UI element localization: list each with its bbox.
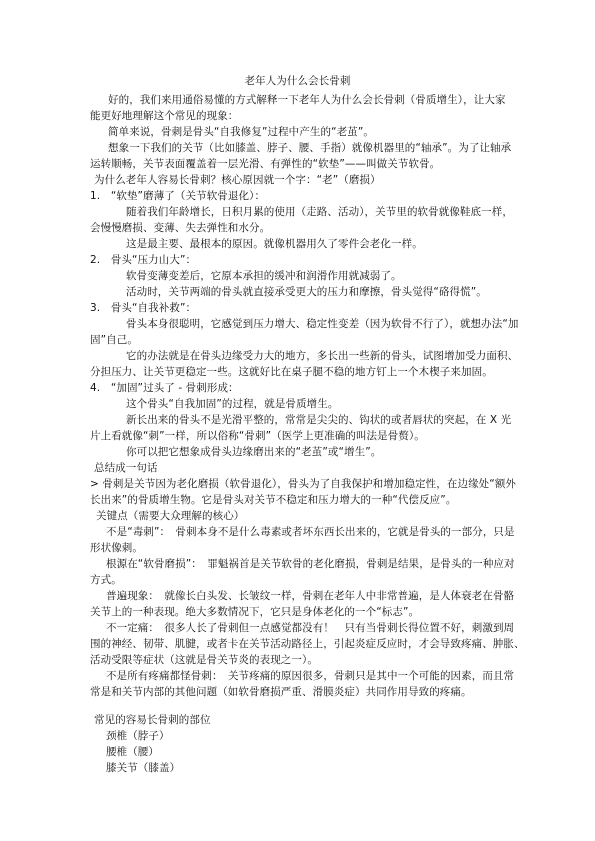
text-line: 活动受限等症状（这就是骨关节炎的表现之一）。 <box>90 654 318 666</box>
text-line: 运转顺畅，关节表面覆盖着一层光滑、有弹性的“软垫”——叫做关节软骨。 <box>90 158 441 170</box>
text-line: 关节上的一种表现。绝大多数情况下，它只是身体老化的一个“标志”。 <box>90 606 420 618</box>
text-line: 会慢慢磨损、变薄、失去弹性和水分。 <box>90 222 271 234</box>
text-line: 关键点（需要大众理解的核心） <box>96 510 245 522</box>
document-title: 老年人为什么会长骨刺 <box>244 75 351 87</box>
text-line: > 骨刺是关节因为老化磨损（软骨退化），骨头为了自我保护和增加稳定性，在边缘处“额外 <box>90 478 517 490</box>
text-line: 为什么老年人容易长骨刺？核心原因就一个字：“老”（磨损） <box>94 174 381 186</box>
text-line: 常见的容易长骨刺的部位 <box>94 714 211 726</box>
text-line: 形状像刺。 <box>90 542 143 554</box>
text-line: 分担压力、让关节更稳定一些。这就好比在桌子腿不稳的地方钉上一个木楔子来加固。 <box>90 366 493 378</box>
text-line: 随着我们年龄增长，日积月累的使用（走路、活动），关节里的软骨就像鞋底一样， <box>126 206 513 218</box>
text-line: 4. “加固”过头了 - 骨刺形成： <box>90 382 239 394</box>
text-line: 常是和关节内部的其他问题（如软骨磨损严重、滑膜炎症）共同作用导致的疼痛。 <box>90 686 472 698</box>
text-line: 这个骨头“自我加固”的过程，就是骨质增生。 <box>126 398 339 410</box>
text-line: 活动时，关节两端的骨头就直接承受更大的压力和摩擦，骨头觉得“硌得慌”。 <box>126 286 487 298</box>
text-line: 普遍现象： 就像长白头发、长皱纹一样，骨刺在老年人中非常普遍，是人体衰老在骨骼 <box>106 590 515 602</box>
text-line: 根源在“软骨磨损”： 罪魁祸首是关节软骨的老化磨损，骨刺是结果，是骨头的一种应对 <box>106 558 515 570</box>
text-line: 新长出来的骨头不是光滑平整的，常常是尖尖的、钩状的或者唇状的突起，在 X 光 <box>126 414 512 426</box>
text-line: 3. 骨头“自我补救”： <box>90 302 197 314</box>
text-line: 不是“毒刺”： 骨刺本身不是什么毒素或者坏东西长出来的，它就是骨头的一部分，只是 <box>106 526 515 538</box>
text-line: 1. “软垫”磨薄了（关节软骨退化）： <box>90 190 266 202</box>
text-line: 软骨变薄变差后，它原本承担的缓冲和润滑作用就减弱了。 <box>126 270 402 282</box>
text-line: 片上看就像“刺”一样，所以俗称“骨刺”（医学上更准确的叫法是骨赘）。 <box>90 430 425 442</box>
text-line: 想象一下我们的关节（比如膝盖、脖子、腰、手指）就像机器里的“轴承”。为了让轴承 <box>108 142 512 154</box>
text-line: 方式。 <box>90 574 122 586</box>
text-line: 骨头本身很聪明，它感觉到压力增大、稳定性变差（因为软骨不行了），就想办法“加 <box>126 318 519 330</box>
text-line: 总结成一句话 <box>94 462 158 474</box>
text-line: 这是最主要、最根本的原因。就像机器用久了零件会老化一样。 <box>126 238 423 250</box>
text-line: 围的神经、韧带、肌腱，或者卡在关节活动路径上，引起炎症反应时，才会导致疼痛、肿胀、 <box>90 638 525 650</box>
text-line: 不一定痛： 很多人长了骨刺但一点感觉都没有！ 只有当骨刺长得位置不好，刺激到周 <box>106 622 515 634</box>
text-line: 它的办法就是在骨头边缘受力大的地方，多长出一些新的骨头，试图增加受力面积、 <box>126 350 519 362</box>
text-line: 腰椎（腰） <box>106 746 159 758</box>
text-line: 2. 骨头“压力山大”： <box>90 254 197 266</box>
text-line: 你可以把它想象成骨头边缘磨出来的“老茧”或“增生”。 <box>126 446 382 458</box>
text-line: 好的，我们来用通俗易懂的方式解释一下老年人为什么会长骨刺（骨质增生），让大家 <box>108 94 506 106</box>
text-line: 膝关节（膝盖） <box>106 762 181 774</box>
text-line: 不是所有疼痛都怪骨刺： 关节疼痛的原因很多，骨刺只是其中一个可能的因素，而且常 <box>106 670 515 682</box>
text-line: 简单来说，骨刺是骨头“自我修复”过程中产生的“老茧”。 <box>108 126 374 138</box>
text-line: 固”自己。 <box>90 334 138 346</box>
text-line: 颈椎（脖子） <box>106 730 170 742</box>
text-line: 长出来”的骨质增生物。它是骨头对关节不稳定和压力增大的一种“代偿反应”。 <box>90 494 457 506</box>
text-line: 能更好地理解这个常见的现象： <box>90 110 239 122</box>
